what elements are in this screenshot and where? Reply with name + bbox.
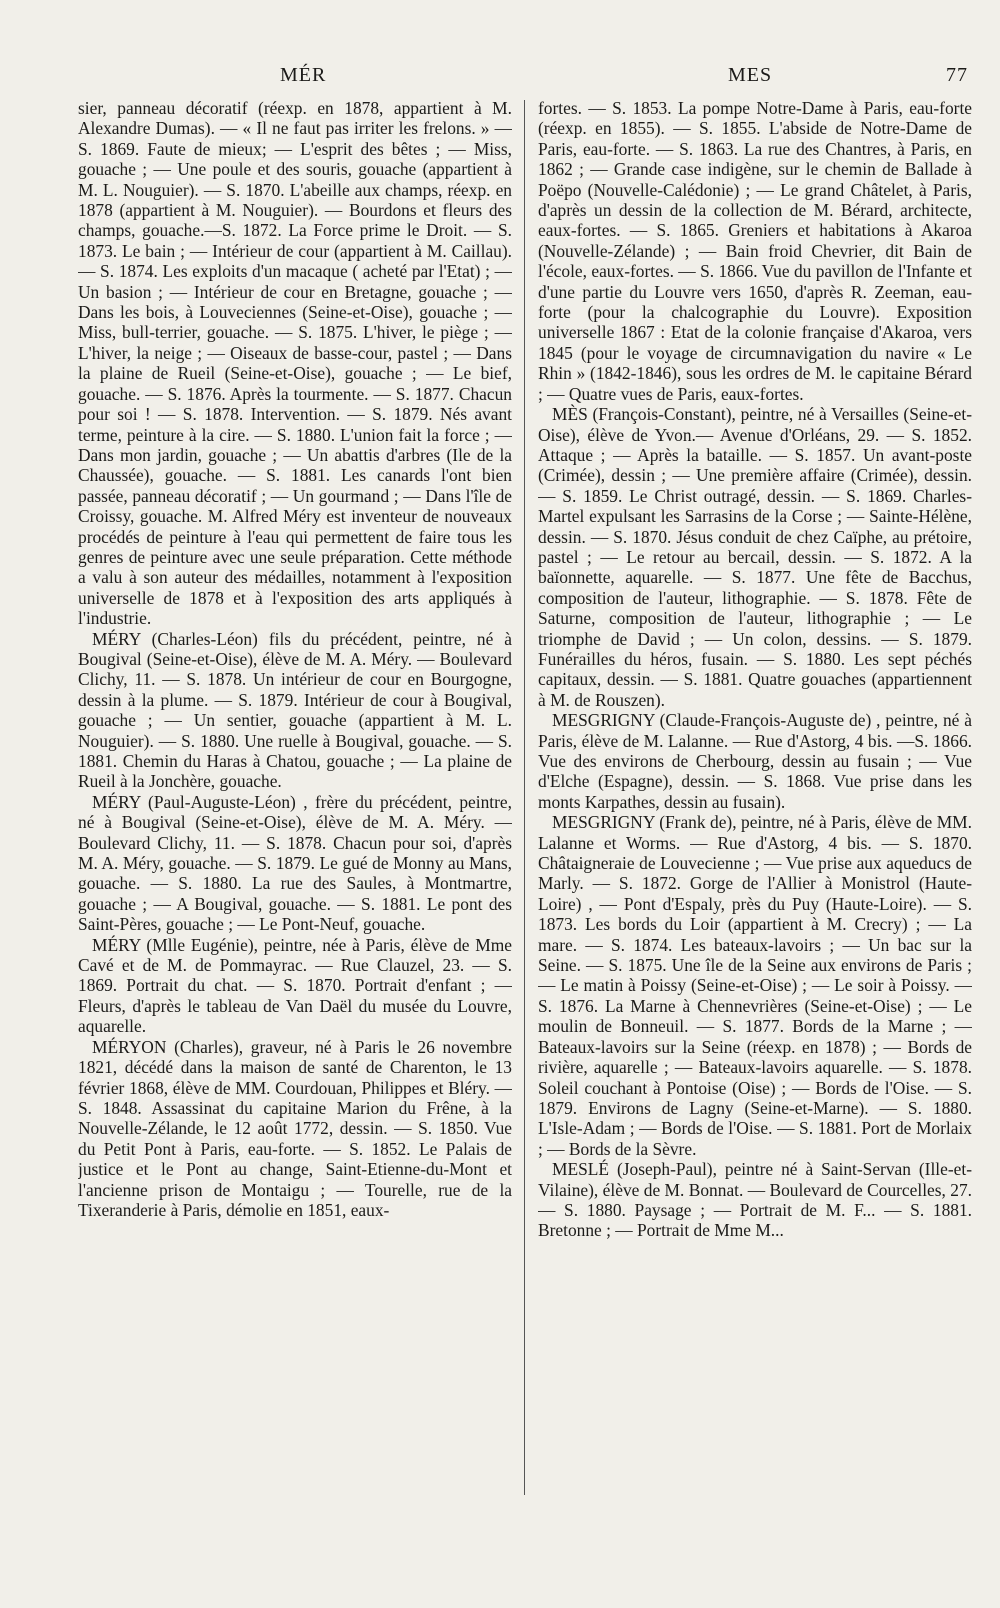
entry-mesle-joseph-paul: MESLÉ (Joseph-Paul), peintre né à Saint-Servan (Ille-et-Vilaine), élève de M. Bonnat. — Boulevard de Courcelles, 27. — S. 1880. Paysage ; — Portrait de M. F... — S. 1881. Bretonne ; — Portrait de Mme M...	[538, 1159, 972, 1241]
header-middle-word: MES	[728, 64, 773, 86]
entry-continuation: sier, panneau décoratif (réexp. en 1878, appartient à M. Alexandre Dumas). — « Il ne faut pas irriter les frelons. » — S. 1869. Faute de mieux; — L'esprit des bêtes ; — Miss, gouache ; — Une poule et des souris, gouache (appartient à M. L. Nouguier). — S. 1870. L'abeille aux champs, réexp. en 1878 (appartient à M. Nouguier). — Bourdons et fleurs des champs, gouache.—S. 1872. La Force prime le Droit. — S. 1873. Le bain ; — Intérieur de cour (appartient à M. Caillau). — S. 1874. Les exploits d'un macaque ( acheté par l'Etat) ; — Un basion ; — Intérieur de cour en Bretagne, gouache ; — Dans les bois, à Louveciennes (Seine-et-Oise), gouache ; — Miss, bull-terrier, gouache. — S. 1875. L'hiver, le piège ; — L'hiver, la neige ; — Oiseaux de basse-cour, pastel ; — Dans la plaine de Rueil (Seine-et-Oise), gouache ; — Le bief, gouache. — S. 1876. Après la tourmente. — S. 1877. Chacun pour soi ! — S. 1878. Intervention. — S. 1879. Nés avant terme, peinture à la cire. — S. 1880. L'union fait la force ; — Dans mon jardin, gouache ; — Un abattis d'arbres (Ile de la Chaussée), gouache. — S. 1881. Les canards l'ont bien passée, panneau décoratif ; — Un gourmand ; — Dans l'île de Croissy, gouache. M. Alfred Méry est inventeur de nouveaux procédés de peinture à l'eau qui permettent de faire tous les genres de peinture avec une seule préparation. Cette méthode a valu à son auteur des médailles, notamment à l'exposition universelle de 1878 et à l'exposition des arts appliqués à l'industrie.	[78, 98, 512, 629]
left-column	[78, 98, 512, 1498]
entry-mesgrigny-frank: MESGRIGNY (Frank de), peintre, né à Paris, élève de MM. Lalanne et Worms. — Rue d'Astorg, 4 bis. — S. 1870. Châtaigneraie de Louvecienne ; — Vue prise aux aqueducs de Marly. — S. 1872. Gorge de l'Allier à Monistrol (Haute-Loire) , — Pont d'Espaly, près du Puy (Haute-Loire). — S. 1873. Les bords du Loir (appartient à M. Crecry) ; — La mare. — S. 1874. Les bateaux-lavoirs ; — Un bac sur la Seine. — S. 1875. Une île de la Seine aux environs de Paris ; — Le matin à Poissy (Seine-et-Oise) ; — Le soir à Poissy. — S. 1876. La Marne à Chennevrières (Seine-et-Oise) ; — Le moulin de Bonneuil. — S. 1877. Bords de la Marne ; — Bateaux-lavoirs sur la Seine (réexp. en 1878) ; — Bords de rivière, aquarelle ; — Bateaux-lavoirs aquarelle. — S. 1878. Soleil couchant à Pontoise (Oise) ; — Bords de l'Oise. — S. 1879. Environs de Lagny (Seine-et-Marne). — S. 1880. L'Isle-Adam ; — Bords de l'Oise. — S. 1881. Port de Morlaix ; — Bords de la Sèvre.	[538, 812, 972, 1159]
entry-meryon-charles: MÉRYON (Charles), graveur, né à Paris le 26 novembre 1821, décédé dans la maison de santé de Charenton, le 13 février 1868, élève de MM. Courdouan, Philippes et Bléry. — S. 1848. Assassinat du capitaine Marion du Frêne, à la Nouvelle-Zélande, le 12 août 1772, dessin. — S. 1850. Vue du Petit Pont à Paris, eau-forte. — S. 1852. Le Palais de justice et le Pont au change, Saint-Etienne-du-Mont et l'ancienne prison de Montaigu ; — Tourelle, rue de la Tixeranderie à Paris, démolie en 1851, eaux-	[78, 1036, 512, 1220]
entry-mery-eugenie: MÉRY (Mlle Eugénie), peintre, née à Paris, élève de Mme Cavé et de M. de Pommayrac. — Rue Clauzel, 23. — S. 1869. Portrait du chat. — S. 1870. Portrait d'enfant ; — Fleurs, d'après le tableau de Van Daël du musée du Louvre, aquarelle.	[78, 934, 512, 1037]
page-number: 77	[946, 64, 968, 86]
entry-mery-charles-leon: MÉRY (Charles-Léon) fils du précédent, peintre, né à Bougival (Seine-et-Oise), élève de M. A. Méry. — Boulevard Clichy, 11. — S. 1878. Un intérieur de cour en Bourgogne, dessin à la plume. — S. 1879. Intérieur de cour à Bougival, gouache ; — Un sentier, gouache (appartient à M. L. Nouguier). — S. 1880. Une ruelle à Bougival, gouache. — S. 1881. Chemin du Haras à Chatou, gouache ; — La plaine de Rueil à la Jonchère, gouache.	[78, 628, 512, 792]
column-divider	[524, 100, 525, 1495]
running-header	[0, 58, 1000, 88]
right-column	[538, 98, 972, 1498]
entry-mesgrigny-claude: MESGRIGNY (Claude-François-Auguste de) , peintre, né à Paris, élève de M. Lalanne. — Rue d'Astorg, 4 bis. —S. 1866. Vue des environs de Cherbourg, dessin au fusain ; — Vue d'Elche (Espagne), dessin. — S. 1868. Vue prise dans les monts Karpathes, dessin au fusain).	[538, 710, 972, 812]
entry-mes-francois-constant: MÈS (François-Constant), peintre, né à Versailles (Seine-et-Oise), élève de Yvon.— Avenue d'Orléans, 29. — S. 1852. Attaque ; — Après la bataille. — S. 1857. Un avant-poste (Crimée), dessin ; — Une première affaire (Crimée), dessin. — S. 1859. Le Christ outragé, dessin. — S. 1869. Charles-Martel expulsant les Sarrasins de la Corse ; — Sainte-Hélène, dessin. — S. 1870. Jésus conduit de chez Caïphe, au prétoire, pastel ; — Le retour au bercail, dessin. — S. 1872. A la baïonnette, aquarelle. — S. 1877. Une fête de Bacchus, composition de l'auteur, lithographie. — S. 1878. Fête de Saturne, composition de l'auteur, lithographie ; — Le triomphe de David ; — Un colon, dessins. — S. 1879. Funérailles du héros, fusain. — S. 1880. Les sept péchés capitaux, dessin. — S. 1881. Quatre gouaches (appartiennent à M. de Rouszen).	[538, 404, 972, 710]
entry-mery-paul-auguste-leon: MÉRY (Paul-Auguste-Léon) , frère du précédent, peintre, né à Bougival (Seine-et-Oise), élève de M. A. Méry. — Boulevard Clichy, 11. — S. 1878. Chacun pour soi, d'après M. A. Méry, gouache. — S. 1879. Le gué de Monny au Mans, gouache. — S. 1880. La rue des Saules, à Montmartre, gouache ; — A Bougival, gouache. — S. 1881. Le pont des Saint-Pères, gouache ; — Le Pont-Neuf, gouache.	[78, 791, 512, 935]
entry-meryon-continuation: fortes. — S. 1853. La pompe Notre-Dame à Paris, eau-forte (réexp. en 1855). — S. 1855. L'abside de Notre-Dame de Paris, eau-forte. — S. 1863. La rue des Chantres, à Paris, en 1862 ; — Grande case indigène, sur le chemin de Ballade à Poëpo (Nouvelle-Calédonie) ; — Le grand Châtelet, à Paris, d'après un dessin de la collection de M. Bérard, architecte, eaux-fortes. — S. 1865. Greniers et habitations à Akaroa (Nouvelle-Zélande) ; — Bain froid Chevrier, dit Bain de l'école, eaux-fortes. — S. 1866. Vue du pavillon de l'Infante et d'une partie du Louvre vers 1650, d'après R. Zeeman, eau-forte (pour la chalcographie du Louvre). Exposition universelle 1867 : Etat de la colonie française d'Akaroa, vers 1845 (pour le voyage de circumnavigation du navire « Le Rhin » (1842-1846), sous les ordres de M. le capitaine Bérard ; — Quatre vues de Paris, eaux-fortes.	[538, 98, 972, 404]
header-left-word: MÉR	[280, 64, 327, 86]
